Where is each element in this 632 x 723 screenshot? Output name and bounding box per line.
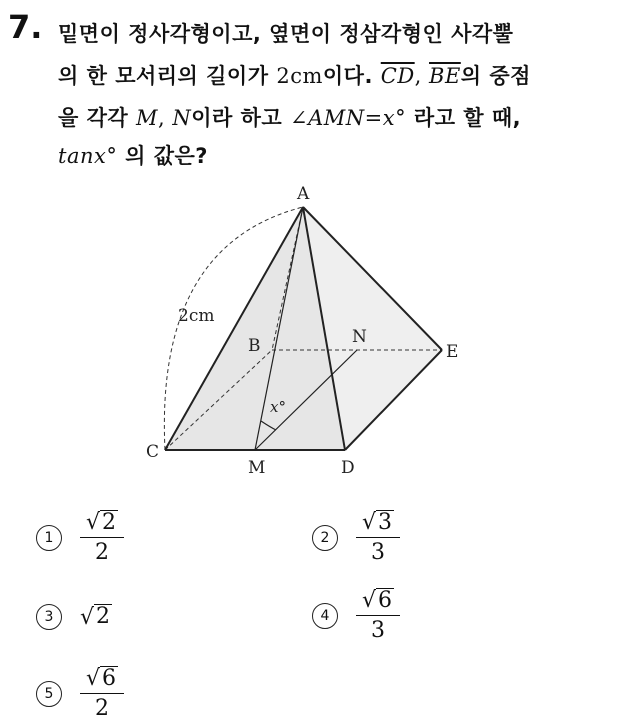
question-line-1 bbox=[58, 18, 513, 48]
choice-2[interactable] bbox=[312, 510, 400, 565]
segment-be: $\overline{BE}$ bbox=[429, 64, 461, 88]
point-m-label: M bbox=[135, 106, 158, 130]
question-text-2a: 의 한 모서리의 길이가 bbox=[58, 64, 277, 88]
pyramid-figure bbox=[140, 175, 460, 485]
tan-expression: tanx° bbox=[58, 144, 118, 168]
choice-1[interactable] bbox=[36, 510, 124, 565]
choice-2-radicand: 3 bbox=[378, 510, 393, 535]
choice-marker-1: 1 bbox=[36, 525, 62, 551]
choice-4-denominator: 3 bbox=[371, 618, 386, 644]
question-number: 7. bbox=[8, 8, 43, 46]
label-b: B bbox=[248, 336, 261, 356]
question-text-1: 밑면이 정사각형이고, 옆면이 정삼각형인 사각뿔 bbox=[58, 22, 514, 46]
choice-1-denominator: 2 bbox=[95, 540, 110, 566]
question-line-3 bbox=[58, 102, 521, 132]
choice-4[interactable] bbox=[312, 588, 400, 643]
choice-marker-4: 4 bbox=[312, 603, 338, 629]
choice-3[interactable] bbox=[36, 604, 112, 630]
choice-marker-5: 5 bbox=[36, 681, 62, 707]
label-angle-x: x° bbox=[270, 398, 286, 416]
label-d: D bbox=[341, 458, 355, 478]
choice-5-denominator: 2 bbox=[95, 696, 110, 722]
angle-expression: ∠AMN=x° bbox=[290, 106, 407, 130]
comma: , bbox=[414, 64, 430, 88]
label-e: E bbox=[446, 342, 459, 362]
choice-4-radicand: 6 bbox=[378, 588, 393, 613]
label-c: C bbox=[146, 442, 160, 462]
choice-1-fraction: √ 2 2 bbox=[80, 510, 124, 565]
question-text-3c: 라고 할 때, bbox=[406, 106, 522, 130]
choice-marker-3: 3 bbox=[36, 604, 62, 630]
label-n: N bbox=[352, 327, 367, 347]
choice-1-radicand: 2 bbox=[102, 510, 117, 535]
comma-2: , bbox=[158, 106, 173, 130]
point-n-label: N bbox=[172, 106, 192, 130]
edge-length: 2cm bbox=[276, 64, 323, 88]
choice-5-fraction: √ 6 2 bbox=[80, 666, 124, 721]
choice-2-fraction: √ 3 3 bbox=[356, 510, 400, 565]
choice-3-radicand: 2 bbox=[96, 604, 111, 630]
segment-cd: $\overline{CD}$ bbox=[380, 64, 415, 88]
choice-5-radicand: 6 bbox=[102, 666, 117, 691]
question-line-4 bbox=[58, 140, 208, 170]
label-edge-length: 2cm bbox=[178, 306, 215, 326]
question-text-3a: 을 각각 bbox=[58, 106, 136, 130]
question-text-2b: 이다. bbox=[322, 64, 381, 88]
choice-5[interactable] bbox=[36, 666, 124, 721]
question-text-2c: 의 중점 bbox=[460, 64, 531, 88]
question-text-4b: 의 값은? bbox=[117, 144, 208, 168]
choice-2-denominator: 3 bbox=[371, 540, 386, 566]
question-line-2 bbox=[58, 60, 531, 90]
question-text-3b: 이라 하고 bbox=[191, 106, 291, 130]
choice-marker-2: 2 bbox=[312, 525, 338, 551]
label-a: A bbox=[297, 184, 310, 204]
label-m: M bbox=[248, 458, 266, 478]
choice-3-value: √ 2 bbox=[80, 604, 111, 630]
choice-4-fraction: √ 6 3 bbox=[356, 588, 400, 643]
